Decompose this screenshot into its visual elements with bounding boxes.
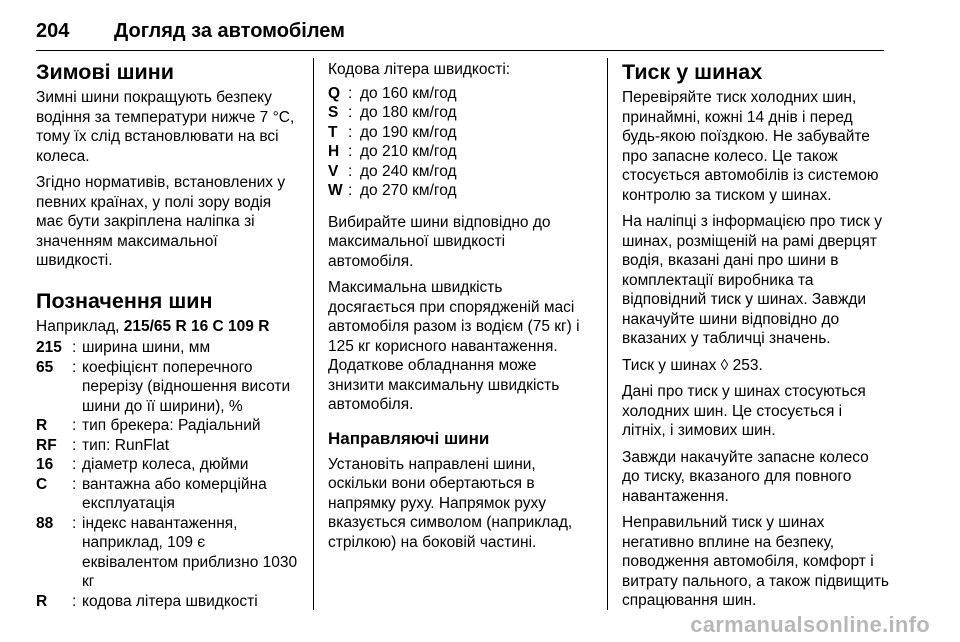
description: кодова літера швидкості: [82, 592, 258, 610]
paragraph: Максимальна швидкість досягається при спорядженій масі автомобіля разом із водієм (75 кг) і 125 кг корисного навантаження. Додаткове обладнання може знизити максимальну швидкість автомобіля.: [328, 279, 580, 413]
code: C: [36, 475, 48, 493]
list-item: 215 : ширина шини, мм: [36, 338, 298, 358]
description: до 240 км/год: [360, 162, 457, 180]
code: RF: [36, 436, 57, 454]
paragraph: На наліпці з інформацією про тиск у шинах, розміщеній на рамі дверцят водія, вказані дані про шини в комплектації виробника та відповідний тиск у шинах. Завжди накачуйте шини відповідно до вказаних у табличці значень.: [622, 213, 882, 347]
code: S: [328, 104, 339, 121]
code: H: [328, 143, 340, 160]
description: до 210 км/год: [360, 143, 457, 160]
description: до 270 км/год: [360, 182, 457, 199]
column-divider: [607, 58, 608, 610]
paragraph: Перевіряйте тиск холодних шин, принаймні, кожні 14 днів і перед будь-якою поїздкою. Не забувайте про запасне колесо. Це також стосується автомобілів із системою контролю за тиском у шинах.: [622, 89, 879, 204]
paragraph: Неправильний тиск у шинах негативно вплине на безпеку, поводження автомобіля, комфорт і витрату пального, а також підвищить спрацювання шин.: [622, 514, 889, 609]
list-item: C : вантажна або комерційна експлуатація: [36, 475, 298, 514]
list-item: 16 : діаметр колеса, дюйми: [36, 455, 298, 475]
list-item: RF : тип: RunFlat: [36, 436, 298, 456]
section-title-tire-designation: Позначення шин: [36, 288, 213, 313]
description: до 180 км/год: [360, 104, 457, 121]
code: R: [36, 592, 48, 610]
list-item: R : кодова літера швидкості: [36, 592, 298, 612]
description: тип: RunFlat: [82, 436, 170, 454]
description: вантажна або комерційна експлуатація: [82, 475, 267, 512]
code: T: [328, 123, 338, 141]
speed-code-list: [328, 84, 592, 201]
list-item: S : до 180 км/год: [328, 104, 457, 121]
list-item: R : тип брекера: Радіальний: [36, 416, 298, 436]
description: індекс навантаження, наприклад, 109 є еквівалентом приблизно 1030 кг: [82, 514, 298, 590]
section-title-tire-pressure: Тиск у шинах: [622, 60, 763, 84]
chapter-title: Догляд за автомобілем: [114, 20, 345, 42]
code: V: [328, 162, 339, 180]
code: Q: [328, 84, 341, 102]
description: коефіцієнт поперечного перерізу (відношення висоти шини до її ширини), %: [82, 358, 291, 415]
list-item: V : до 240 км/год: [328, 162, 457, 180]
page-header: [36, 20, 884, 51]
description: ширина шини, мм: [82, 339, 211, 356]
cross-reference[interactable]: Тиск у шинах ◊ 253.: [622, 356, 763, 374]
column-divider: [313, 58, 314, 610]
description: діаметр колеса, дюйми: [82, 456, 249, 473]
section-title-winter-tires: Зимові шини: [36, 60, 174, 84]
example-line: [36, 317, 298, 337]
code: W: [328, 182, 343, 199]
code: 65: [36, 358, 54, 376]
example-code: 215/65 R 16 C 109 R: [123, 317, 270, 335]
list-item: H : до 210 км/год: [328, 143, 457, 160]
column-middle: [328, 60, 592, 559]
section-title-directional-tires: Направляючі шини: [328, 428, 490, 448]
list-item: 65 : коефіцієнт поперечного перерізу (відношення висоти шини до її ширини), %: [36, 358, 298, 417]
speed-code-intro: Кодова літера швидкості:: [328, 61, 511, 78]
code: R: [36, 417, 48, 434]
code: 16: [36, 456, 54, 473]
paragraph: Завжди накачуйте запасне колесо до тиску, вказаного для повного навантаження.: [622, 448, 869, 505]
designation-list: [36, 338, 298, 611]
paragraph: Зимні шини покращують безпеку водіння за температури нижче 7 °C, тому їх слід встановлювати на всі колеса.: [36, 89, 295, 165]
list-item: 88 : індекс навантаження, наприклад, 109 є еквівалентом приблизно 1030 кг: [36, 514, 298, 590]
code: 215: [36, 339, 62, 356]
paragraph: Згідно нормативів, встановлених у певних країнах, у полі зору водія має бути закріплена наліпка зі значенням максимальної швидкості.: [36, 174, 286, 269]
list-item: T : до 190 км/год: [328, 123, 457, 141]
description: до 190 км/год: [360, 123, 457, 141]
column-right: [622, 60, 890, 618]
paragraph: Установіть направлені шини, оскільки вони обертаються в напрямку руху. Напрямок руху вказується символом (наприклад, стрілкою) на боковій частині.: [328, 455, 573, 551]
list-item: Q : до 160 км/год: [328, 84, 457, 102]
column-left: [36, 60, 298, 617]
code: 88: [36, 514, 54, 532]
description: тип брекера: Радіальний: [82, 417, 261, 434]
list-item: W : до 270 км/год: [328, 182, 457, 199]
paragraph: Вибирайте шини відповідно до максимальної швидкості автомобіля.: [328, 213, 551, 270]
example-prefix: Наприклад,: [36, 317, 124, 335]
page-number: 204: [36, 20, 70, 42]
paragraph: Дані про тиск у шинах стосуються холодних шин. Це стосується і літніх, і зимових шин.: [622, 383, 866, 439]
description: до 160 км/год: [360, 84, 457, 102]
watermark: carmanualsonline.info: [690, 612, 930, 637]
